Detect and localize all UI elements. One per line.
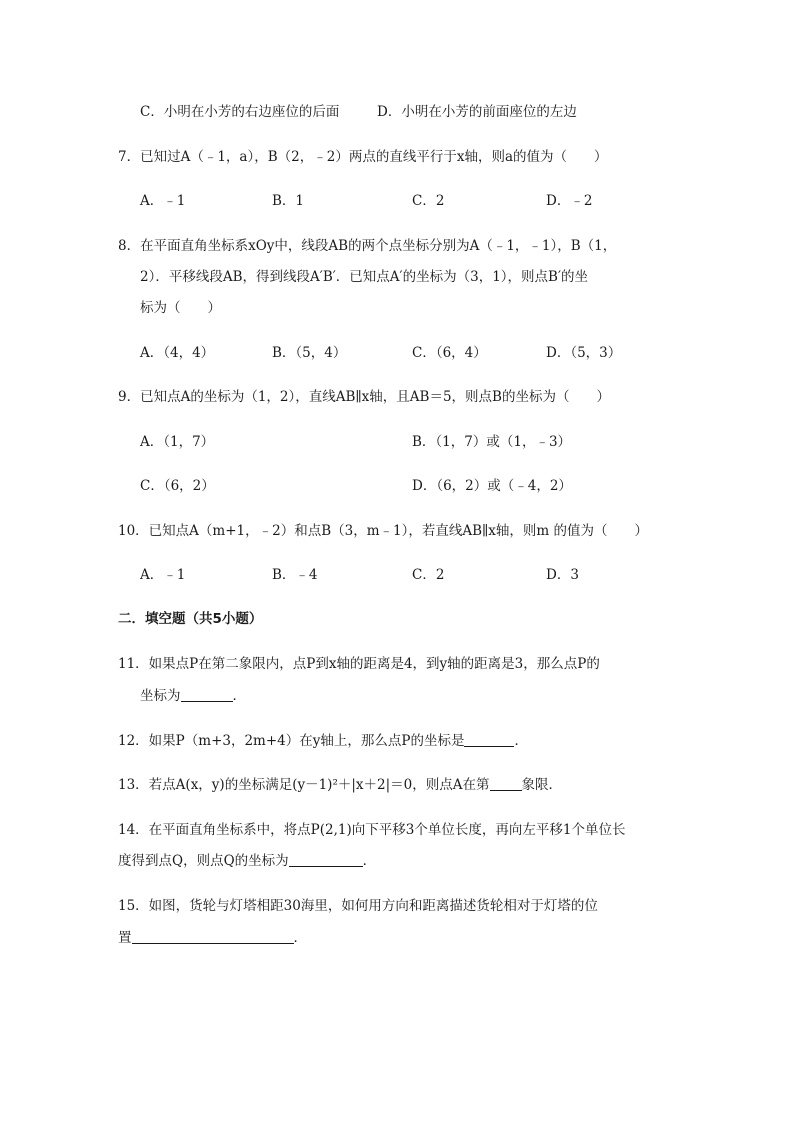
q14-line1: 14．在平面直角坐标系中，将点P(2,1)向下平移3个单位长度，再向左平移1个单位长 bbox=[118, 822, 626, 838]
q10-option-b: B．﹣4 bbox=[272, 567, 318, 583]
q10-option-c: C．2 bbox=[412, 567, 445, 583]
q13-answer-blank[interactable] bbox=[490, 776, 522, 791]
q9-option-d: D．（6，2）或（﹣4，2） bbox=[412, 478, 572, 494]
q13-line bbox=[118, 775, 562, 795]
q7-option-c: C．2 bbox=[412, 193, 445, 209]
q15-line2 bbox=[118, 928, 307, 948]
q11-answer-blank[interactable] bbox=[181, 687, 233, 702]
q13-suffix: 象限． bbox=[521, 777, 562, 793]
q15-line2-prefix: 置 bbox=[118, 930, 132, 946]
q10-option-a: A．﹣1 bbox=[140, 567, 186, 583]
q9-option-a: A．（1，7） bbox=[140, 434, 215, 450]
q7-option-b: B．1 bbox=[272, 193, 305, 209]
q7-option-a: A．﹣1 bbox=[140, 193, 186, 209]
q8-stem-line3: 标为（ ） bbox=[140, 300, 221, 316]
q9-stem: 9．已知点A的坐标为（1，2），直线AB∥x轴，且AB＝5，则点B的坐标为（ ） bbox=[118, 389, 610, 405]
q11-line2 bbox=[140, 686, 246, 706]
q12-suffix: ． bbox=[514, 733, 528, 749]
q11-line1: 11．如果点P在第二象限内，点P到x轴的距离是4，到y轴的距离是3，那么点P的 bbox=[118, 656, 600, 672]
q15-line2-suffix: ． bbox=[293, 930, 307, 946]
q8-option-d: D．（5，3） bbox=[546, 345, 622, 361]
q11-line2-suffix: ． bbox=[232, 688, 246, 704]
q14-line2-suffix: ． bbox=[362, 853, 377, 869]
q14-answer-blank[interactable] bbox=[289, 852, 363, 867]
q11-line2-prefix: 坐标为 bbox=[140, 688, 181, 704]
q9-option-c: C．（6，2） bbox=[140, 478, 215, 494]
q12-prefix: 12．如果P（m+3，2m+4）在y轴上，那么点P的坐标是 bbox=[118, 733, 465, 749]
q8-stem-line1: 8．在平面直角坐标系xOy中，线段AB的两个点坐标分别为A（﹣1，﹣1），B（1， bbox=[118, 238, 617, 254]
q15-answer-blank[interactable] bbox=[132, 929, 294, 944]
q6-option-d: D．小明在小芳的前面座位的左边 bbox=[377, 104, 577, 120]
q6-option-c: C．小明在小芳的右边座位的后面 bbox=[140, 104, 340, 120]
q10-stem: 10．已知点A（m+1，﹣2）和点B（3，m﹣1），若直线AB∥x轴，则m 的值为（ ） bbox=[118, 523, 648, 539]
q15-line1: 15．如图，货轮与灯塔相距30海里，如何用方向和距离描述货轮相对于灯塔的位 bbox=[118, 898, 598, 914]
q14-line2-prefix: 度得到点Q，则点Q的坐标为 bbox=[118, 853, 289, 869]
q8-option-a: A．（4，4） bbox=[140, 345, 215, 361]
q9-option-b: B．（1，7）或（1，﹣3） bbox=[412, 434, 572, 450]
q7-option-d: D．﹣2 bbox=[546, 193, 593, 209]
q12-answer-blank[interactable] bbox=[464, 732, 514, 747]
q8-option-c: C．（6，4） bbox=[412, 345, 487, 361]
q13-prefix: 13．若点A(x，y)的坐标满足(y－1)²＋|x＋2|＝0，则点A在第 bbox=[118, 777, 490, 793]
section-title: 二．填空题（共5小题） bbox=[118, 611, 263, 627]
q12-line bbox=[118, 731, 528, 751]
q10-option-d: D．3 bbox=[546, 567, 579, 583]
q14-line2 bbox=[118, 851, 376, 871]
q7-stem: 7．已知过A（﹣1，a），B（2，﹣2）两点的直线平行于x轴，则a的值为（ ） bbox=[118, 149, 608, 165]
q8-option-b: B．（5，4） bbox=[272, 345, 347, 361]
q8-stem-line2: 2）．平移线段AB，得到线段A′B′．已知点A′的坐标为（3，1），则点B′的坐 bbox=[140, 269, 589, 285]
